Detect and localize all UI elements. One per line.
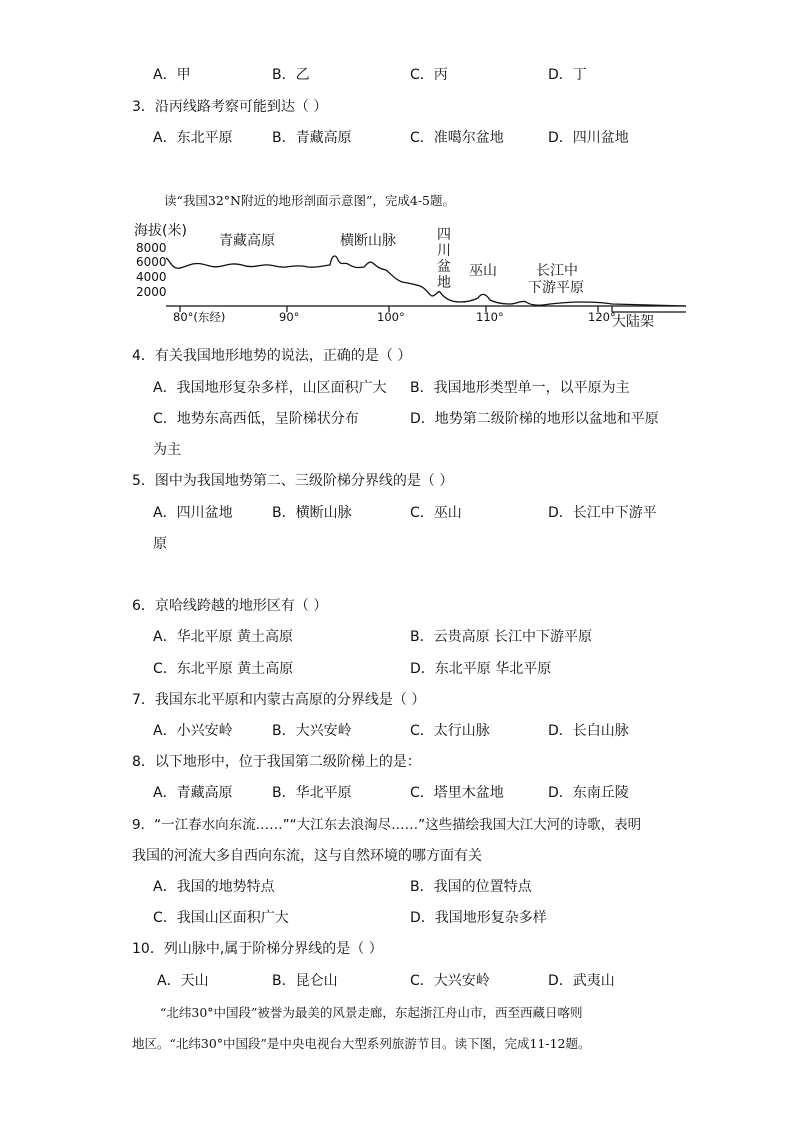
q8-option-b: B．华北平原 (272, 785, 352, 801)
q8-stem: 8．以下地形中，位于我国第二级阶梯上的是： (132, 754, 421, 770)
q6-stem: 6．京哈线跨越的地形区有（ ） (132, 598, 328, 614)
q3-option-b: B．青藏高原 (272, 130, 352, 146)
q5-stem: 5．图中为我国地势第二、三级阶梯分界线的是（ ） (132, 473, 454, 489)
q4-option-d: D．地势第二级阶梯的地形以盆地和平原 (410, 411, 659, 427)
q6-option-b: B．云贵高原 长江中下游平原 (410, 629, 593, 645)
q2-option-d: D．丁 (548, 67, 587, 83)
profile-xtick: 90° (279, 310, 300, 324)
q10-option-d: D．武夷山 (548, 973, 615, 989)
q4-option-a: A．我国地形复杂多样，山区面积广大 (153, 380, 387, 396)
q2-option-b: B．乙 (272, 67, 310, 83)
q4-option-b: B．我国地形类型单一，以平原为主 (410, 380, 630, 396)
q5-option-b: B．横断山脉 (272, 505, 352, 521)
q6-option-c: C．东北平原 黄土高原 (153, 661, 294, 677)
q3-option-a: A．东北平原 (153, 130, 233, 146)
q9-stem: 9．“一江春水向东流……”“大江东去浪淘尽……”这些描绘我国大江大河的诗歌，表明 (132, 817, 642, 833)
q2-option-c: C．丙 (410, 67, 448, 83)
label-hengduan: 横断山脉 (340, 233, 396, 249)
q5-option-a: A．四川盆地 (153, 505, 233, 521)
q8-option-c: C．塔里木盆地 (410, 785, 504, 801)
q9-option-c: C．我国山区面积广大 (153, 910, 289, 926)
q9-stem-line2: 我国的河流大多自西向东流，这与自然环境的哪方面有关 (132, 848, 482, 864)
profile-ylabel: 海拔(米) (134, 223, 187, 239)
profile-terrain-line (166, 256, 686, 306)
profile-xtick: 80°(东经) (173, 310, 226, 324)
q7-option-b: B．大兴安岭 (272, 723, 352, 739)
q4-stem: 4．有关我国地形地势的说法，正确的是（ ） (132, 348, 412, 364)
q6-option-d: D．东北平原 华北平原 (410, 661, 552, 677)
label-sichuan-1: 四 (437, 227, 451, 243)
intro-4-5: 读“我国32°N附近的地形剖面示意图”，完成4-5题。 (164, 193, 456, 208)
profile-ytick: 8000 (136, 241, 167, 255)
q10-stem: 10．列山脉中,属于阶梯分界线的是（ ） (132, 941, 383, 957)
q7-option-a: A．小兴安岭 (153, 723, 233, 739)
q6-option-a: A．华北平原 黄土高原 (153, 629, 294, 645)
label-changjiang-1: 长江中 (536, 263, 578, 279)
label-shelf: 大陆架 (612, 314, 654, 330)
q10-option-a: A．天山 (157, 973, 209, 989)
intro-11-12-line1: “北纬30°中国段”被誉为最美的风景走廊，东起浙江舟山市，西至西藏日喀则 (160, 1005, 583, 1020)
profile-ytick: 2000 (136, 285, 167, 299)
q4-option-d-wrap: 为主 (153, 442, 181, 458)
q7-option-c: C．太行山脉 (410, 723, 490, 739)
label-sichuan-4: 地 (437, 275, 451, 291)
q7-option-d: D．长白山脉 (548, 723, 629, 739)
q2-option-a: A．甲 (153, 67, 191, 83)
label-changjiang-2: 下游平原 (528, 280, 584, 296)
q10-option-c: C．大兴安岭 (410, 973, 490, 989)
q8-option-a: A．青藏高原 (153, 785, 233, 801)
profile-ytick: 6000 (136, 255, 167, 269)
q3-option-c: C．准噶尔盆地 (410, 130, 504, 146)
q7-stem: 7．我国东北平原和内蒙古高原的分界线是（ ） (132, 692, 426, 708)
q5-option-d: D．长江中下游平 (548, 505, 657, 521)
profile-xtick: 100° (377, 310, 405, 324)
q10-option-b: B．昆仑山 (272, 973, 338, 989)
q8-option-d: D．东南丘陵 (548, 785, 629, 801)
q9-option-d: D．我国地形复杂多样 (410, 910, 547, 926)
profile-ytick: 4000 (136, 270, 167, 284)
q3-stem: 3．沿丙线路考察可能到达（ ） (132, 99, 328, 115)
q5-option-d-wrap: 原 (153, 536, 167, 552)
label-sichuan-2: 川 (437, 243, 451, 259)
q9-option-b: B．我国的位置特点 (410, 879, 532, 895)
label-qingzang: 青藏高原 (219, 233, 275, 249)
profile-xtick: 110° (476, 310, 504, 324)
intro-11-12-line2: 地区。“北纬30°中国段”是中央电视台大型系列旅游节目。读下图，完成11-12题。 (132, 1036, 591, 1051)
q4-option-c: C．地势东高西低，呈阶梯状分布 (153, 411, 359, 427)
label-wushan: 巫山 (469, 263, 497, 279)
profile-xtick: 120° (588, 310, 616, 324)
q9-option-a: A．我国的地势特点 (153, 879, 275, 895)
label-sichuan-3: 盆 (437, 259, 451, 275)
q3-option-d: D．四川盆地 (548, 130, 629, 146)
q5-option-c: C．巫山 (410, 505, 462, 521)
